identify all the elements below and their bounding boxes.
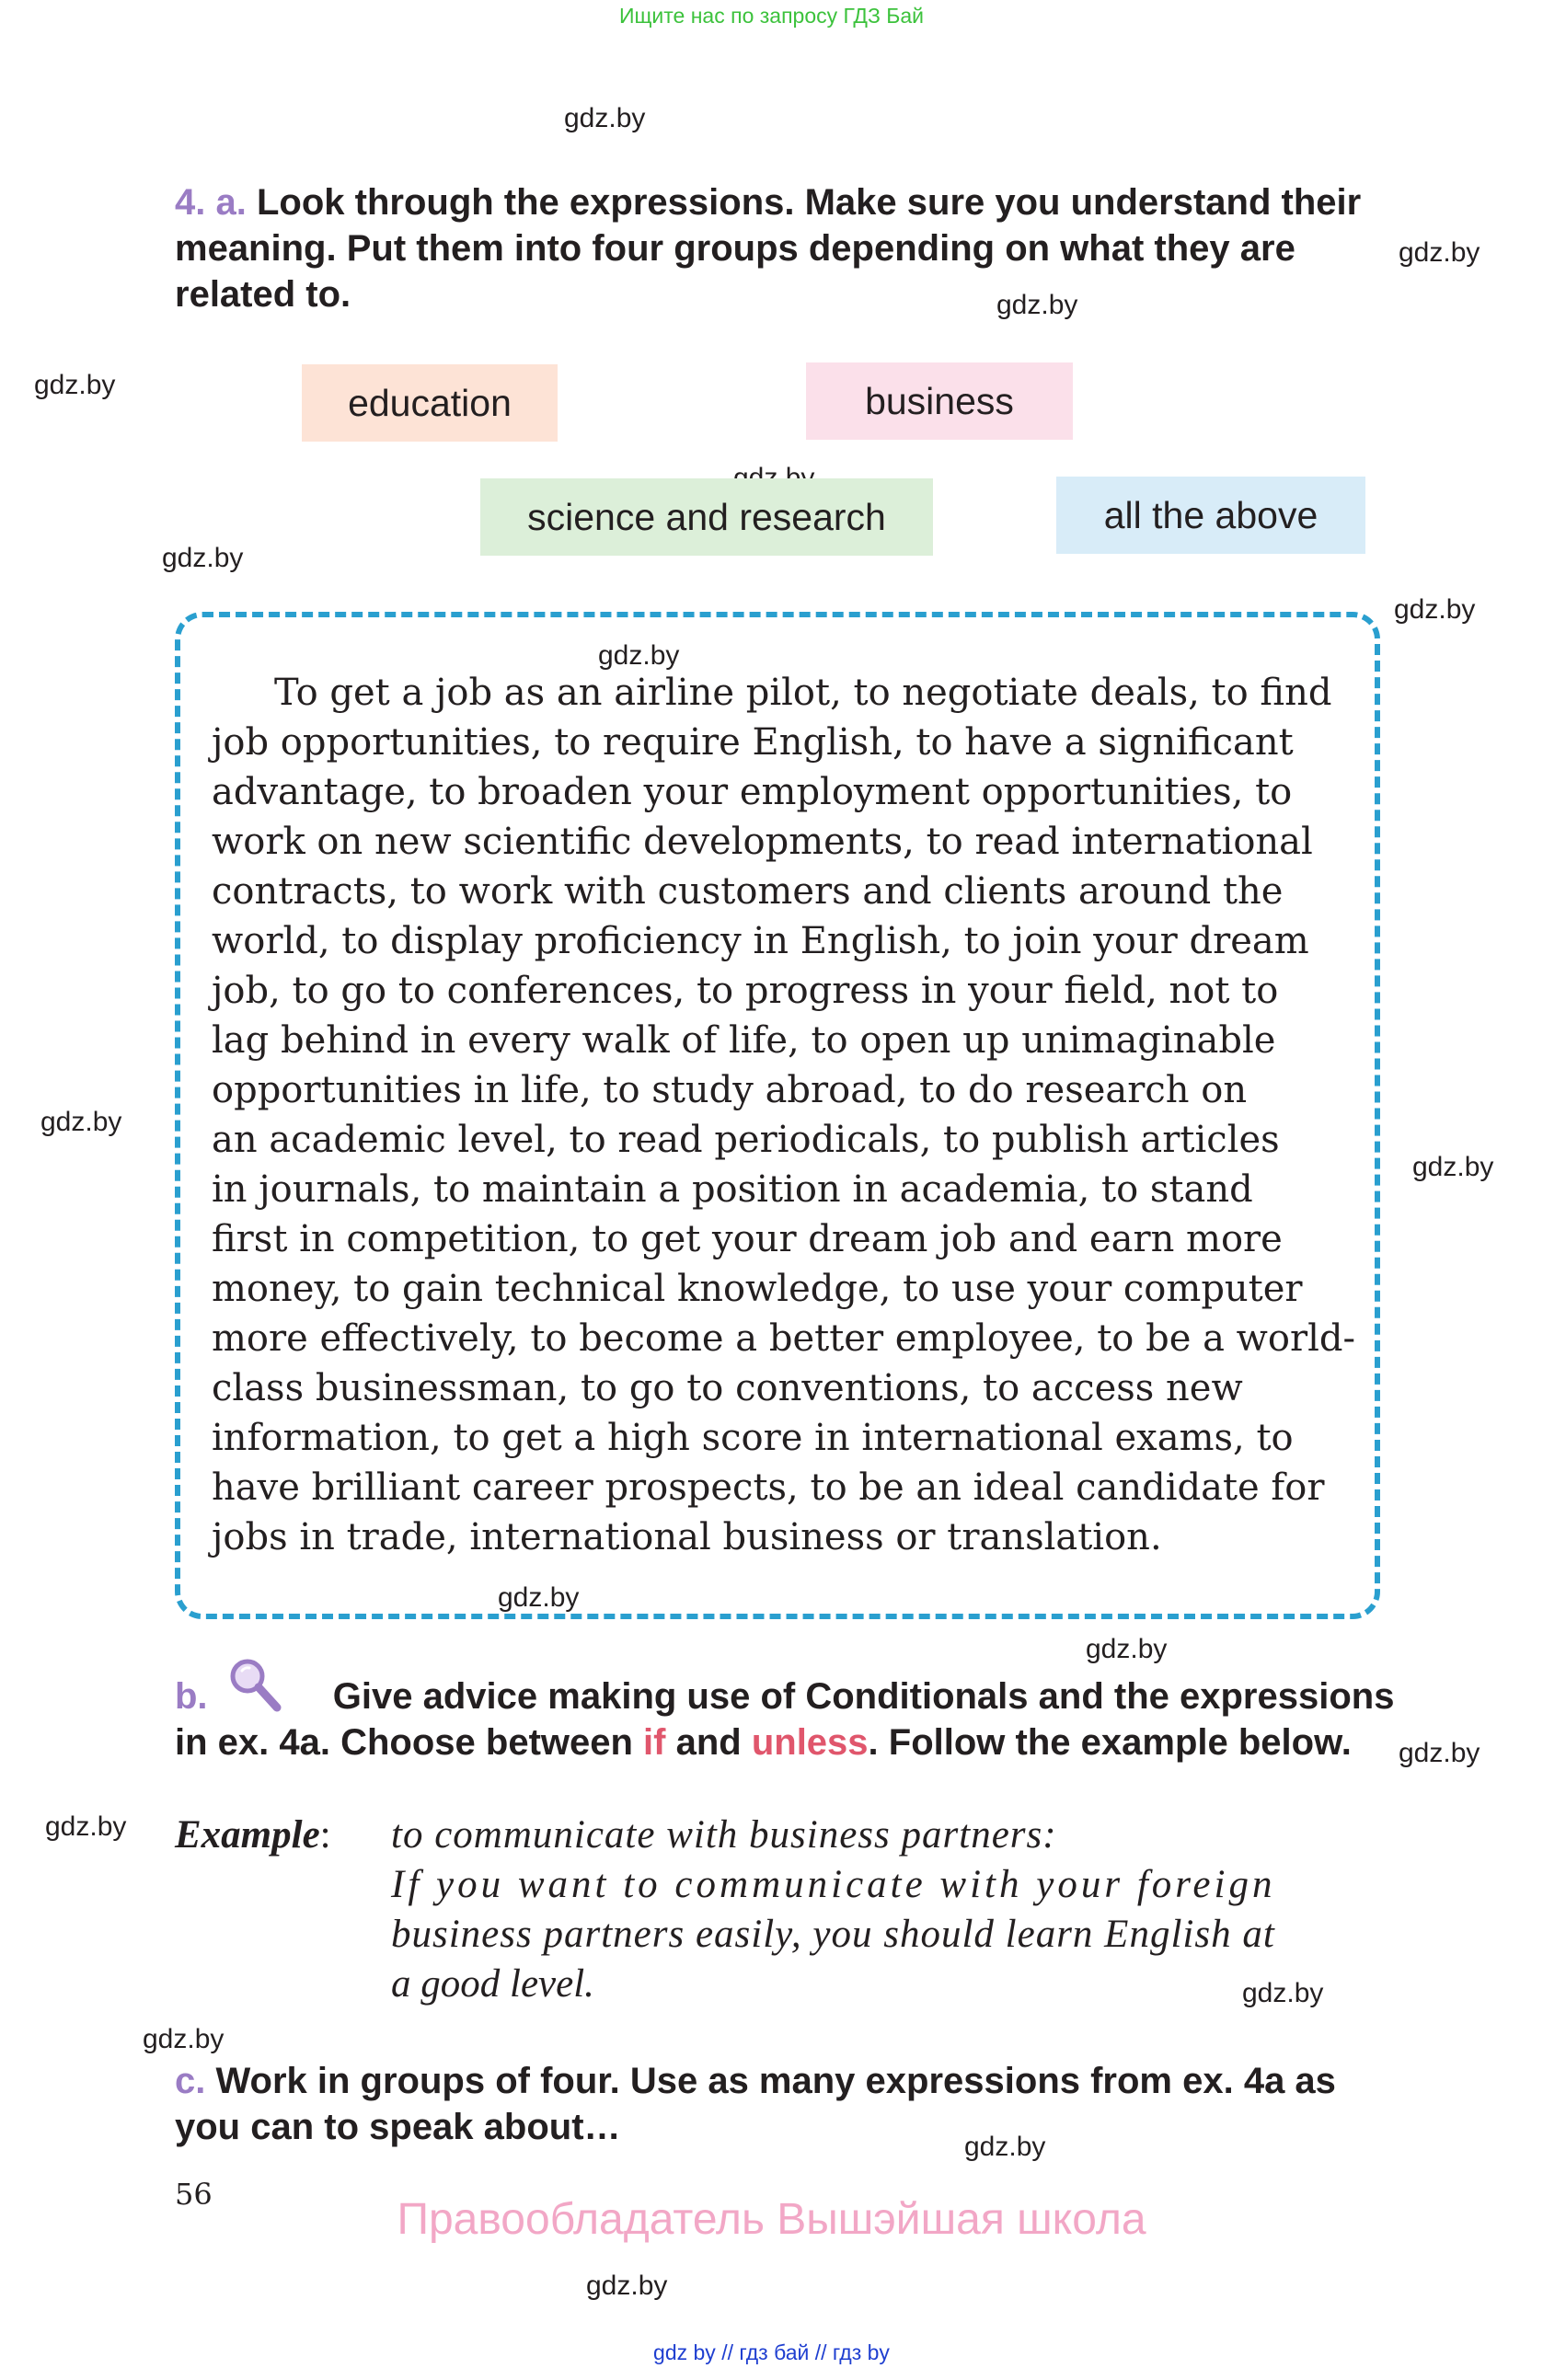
exercise-label: b. bbox=[175, 1676, 208, 1717]
paragraph-line: world, to display proficiency in English, to join your dream bbox=[212, 920, 1309, 962]
paragraph-line: opportunities in life, to study abroad, to do research on bbox=[212, 1069, 1248, 1111]
category-business: business bbox=[806, 362, 1073, 440]
paragraph-line: information, to get a high score in international exams, to bbox=[212, 1417, 1294, 1459]
keyword-unless: unless bbox=[751, 1722, 869, 1763]
paragraph-line: job, to go to conferences, to progress in your field, not to bbox=[212, 970, 1279, 1012]
watermark: gdz.by bbox=[1399, 1738, 1480, 1768]
example-label-text: Example bbox=[175, 1813, 320, 1857]
watermark: gdz.by bbox=[45, 1811, 127, 1842]
paragraph-line: work on new scientific developments, to read international bbox=[212, 821, 1313, 863]
exercise-4c-line-2: you can to speak about… bbox=[175, 2107, 621, 2147]
example-answer-line: business partners easily, you should learn English at bbox=[391, 1913, 1275, 1956]
paragraph-line: in journals, to maintain a position in academia, to stand bbox=[212, 1168, 1253, 1211]
text-fragment: . Follow the example below. bbox=[868, 1722, 1352, 1763]
paragraph-line: an academic level, to read periodicals, to publish articles bbox=[212, 1119, 1280, 1161]
example-prompt: to communicate with business partners: bbox=[391, 1813, 1057, 1857]
magnifier-icon bbox=[227, 1656, 282, 1713]
paragraph-line: first in competition, to get your dream job and earn more bbox=[212, 1218, 1283, 1260]
example-answer-line: If you want to communicate with your foreign bbox=[391, 1863, 1276, 1906]
paragraph-line: jobs in trade, international business or translation. bbox=[212, 1516, 1162, 1558]
category-education: education bbox=[302, 364, 558, 442]
watermark: gdz.by bbox=[598, 640, 680, 671]
paragraph-line: advantage, to broaden your employment opportunities, to bbox=[212, 771, 1293, 813]
page-number: 56 bbox=[175, 2177, 213, 2212]
text-fragment: and bbox=[665, 1722, 752, 1763]
watermark: gdz.by bbox=[1394, 594, 1476, 625]
text-fragment: in ex. 4a. Choose between bbox=[175, 1722, 644, 1763]
exercise-4c-line-1 bbox=[175, 2061, 1336, 2102]
exercise-label: a. bbox=[215, 182, 247, 223]
example-label bbox=[175, 1812, 331, 1857]
watermark: gdz.by bbox=[143, 2024, 225, 2054]
paragraph-line: job opportunities, to require English, to have a significant bbox=[212, 721, 1294, 764]
exercise-4a-line-1 bbox=[175, 182, 1361, 224]
watermark: gdz.by bbox=[1086, 1634, 1168, 1664]
watermark: gdz.by bbox=[34, 370, 116, 400]
paragraph-line: have brilliant career prospects, to be an ideal candidate for bbox=[212, 1466, 1325, 1509]
paragraph-line: lag behind in every walk of life, to open up unimaginable bbox=[212, 1019, 1276, 1062]
watermark: gdz.by bbox=[1412, 1152, 1494, 1182]
exercise-4b-text: Give advice making use of Conditionals and the expressions bbox=[332, 1676, 1395, 1717]
exercise-4b-line-1 bbox=[175, 1676, 1394, 1718]
exercise-label: c. bbox=[175, 2061, 206, 2101]
top-search-hint: Ищите нас по запросу ГДЗ Бай bbox=[618, 4, 925, 28]
paragraph-line: money, to gain technical knowledge, to use your computer bbox=[212, 1268, 1303, 1310]
paragraph-line: contracts, to work with customers and clients around the bbox=[212, 870, 1284, 913]
watermark: gdz.by bbox=[586, 2271, 668, 2301]
footer-links[interactable]: gdz by // гдз бай // гдз by bbox=[653, 2340, 890, 2364]
paragraph-line: more effectively, to become a better employee, to be a world- bbox=[212, 1317, 1356, 1360]
example-colon: : bbox=[319, 1813, 331, 1857]
watermark: gdz.by bbox=[964, 2132, 1046, 2162]
watermark: gdz.by bbox=[162, 543, 244, 573]
exercise-number: 4. bbox=[175, 182, 206, 223]
watermark: gdz.by bbox=[996, 290, 1078, 320]
copyright-notice: Правообладатель Вышэйшая школа bbox=[397, 2195, 1146, 2244]
exercise-4b-line-2 bbox=[175, 1722, 1352, 1764]
paragraph-line: class businessman, to go to conventions, to access new bbox=[212, 1367, 1243, 1409]
category-all-the-above: all the above bbox=[1056, 477, 1365, 554]
exercise-4c-text: Work in groups of four. Use as many expressions from ex. 4a as bbox=[215, 2061, 1336, 2101]
exercise-4a-line-2: meaning. Put them into four groups depending on what they are bbox=[175, 228, 1295, 269]
watermark: gdz.by bbox=[498, 1582, 580, 1613]
paragraph-line: To get a job as an airline pilot, to negotiate deals, to find bbox=[274, 672, 1332, 714]
watermark: gdz.by bbox=[40, 1107, 122, 1137]
exercise-4a-line-3: related to. bbox=[175, 274, 351, 315]
watermark: gdz.by bbox=[564, 103, 646, 133]
category-science-and-research: science and research bbox=[480, 478, 933, 556]
exercise-4a-text: Look through the expressions. Make sure you understand their bbox=[256, 182, 1362, 223]
keyword-if: if bbox=[643, 1722, 666, 1763]
watermark: gdz.by bbox=[1399, 237, 1480, 268]
watermark: gdz.by bbox=[1242, 1978, 1324, 2008]
example-answer-line: a good level. bbox=[391, 1962, 594, 2006]
